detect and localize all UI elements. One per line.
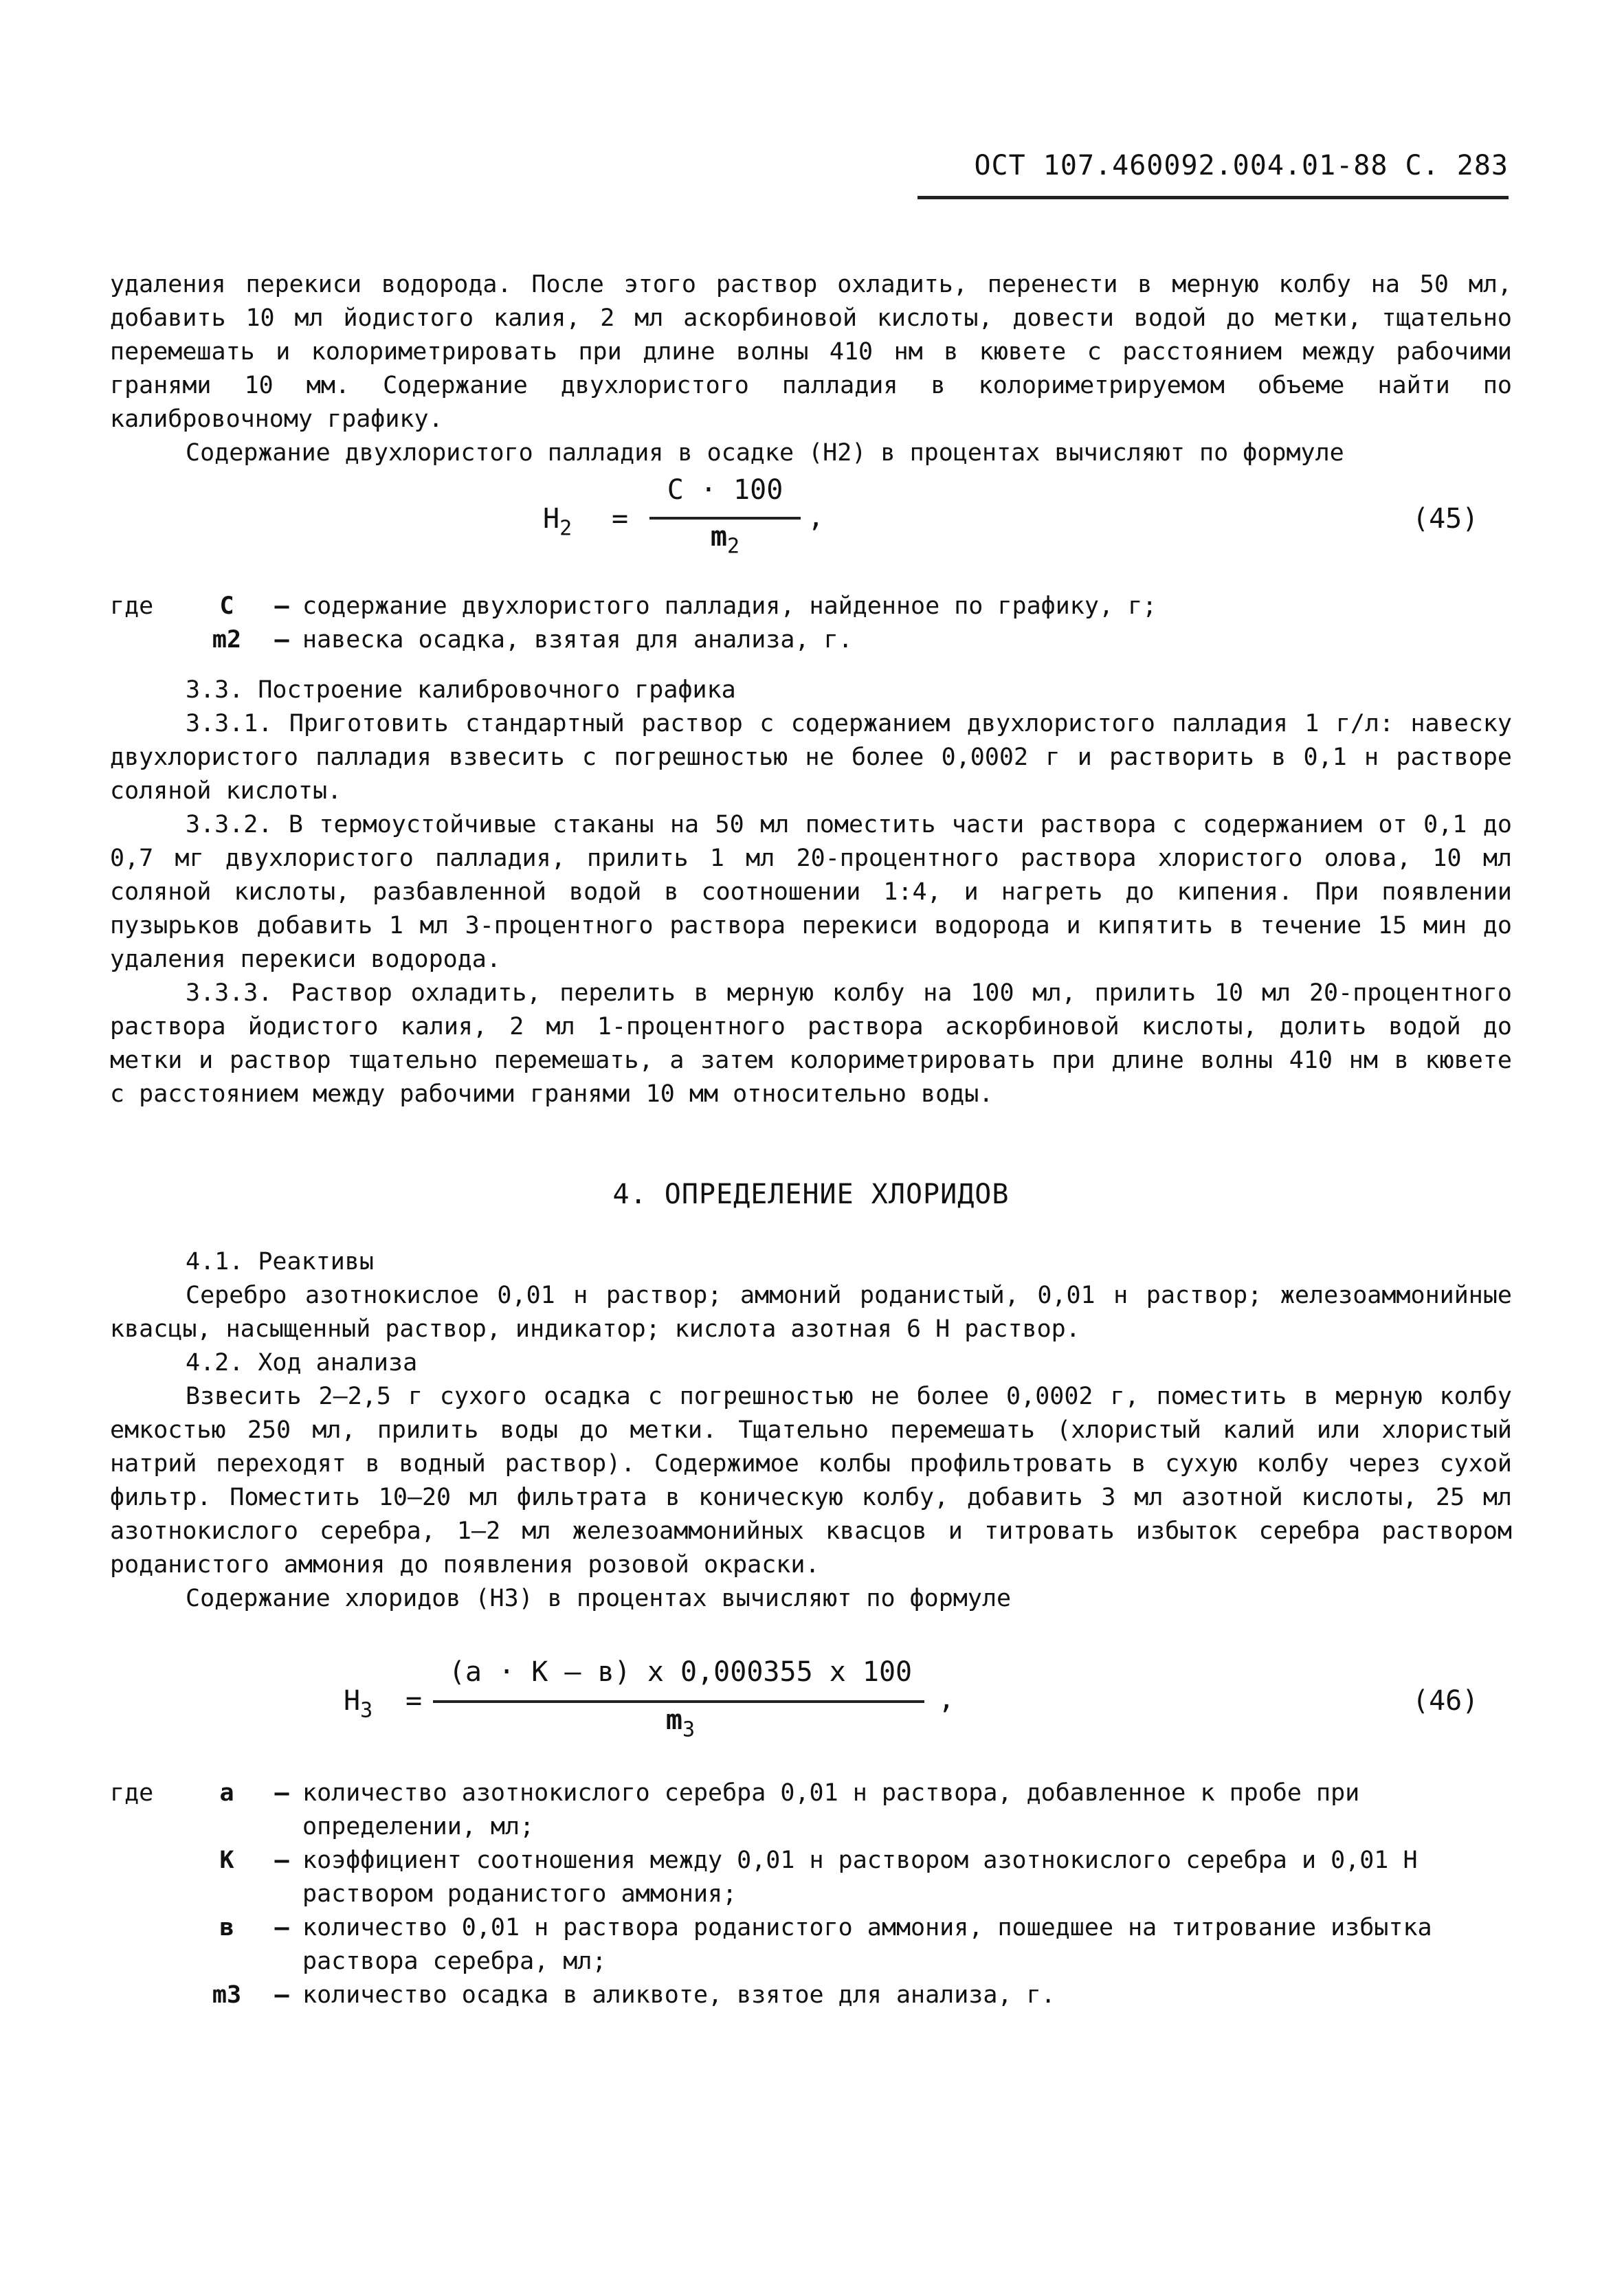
- equation-number: (45): [1412, 503, 1479, 535]
- page-header: ОСТ 107.460092.004.01-88 С. 283: [974, 150, 1509, 181]
- section3-continuation: [110, 268, 1512, 470]
- where-item: [110, 623, 1512, 657]
- formula-equals: =: [405, 1685, 423, 1717]
- header-rule: [917, 196, 1509, 199]
- formula-denominator: $m_3$: [665, 1704, 696, 1742]
- paragraph: Взвесить 2–2,5 г сухого осадка с погрешностью не более 0,0002 г, поместить в мерную колбу емкостью 250 мл, прилить воды до метки. Тщательно перемешать (хлористый калий или хлористый натрий переходят в водный раствор). Содержимое колбы профильтровать в сухую колбу через сухой фильтр. Поместить 10–20 мл фильтрата в коническую колбу, добавить 3 мл азотной кислоты, 25 мл азотнокислого серебра, 1–2 мл железоаммонийных квасцов и титровать избыток серебра раствором роданистого аммония до появления розовой окраски.: [110, 1383, 1512, 1579]
- section-3-3: [110, 673, 1512, 1111]
- where-dash: –: [274, 1914, 289, 1941]
- paragraph: 3.3.1. Приготовить стандартный раствор с содержанием двухлористого палладия 1 г/л: навеску двухлористого палладия взвесить с погрешностью не более 0,0002 г и растворить в 0,1 н растворе соляной кислоты.: [110, 710, 1512, 805]
- where-symbol: m3: [212, 1981, 242, 2009]
- fraction-bar: [649, 517, 801, 520]
- where-symbol: m2: [212, 626, 242, 654]
- where-description: количество 0,01 н раствора роданистого аммония, пошедшее на титрование избытка раствора серебра, мл;: [302, 1914, 1432, 1975]
- where-item: [110, 1979, 1512, 2012]
- where-dash: –: [274, 1847, 289, 1874]
- subsection-heading: 4.2. Ход анализа: [186, 1349, 418, 1377]
- section-4-body: [110, 1245, 1512, 1616]
- fraction-bar: [433, 1700, 924, 1703]
- formula-comma: ,: [808, 502, 825, 533]
- where-dash: –: [274, 592, 289, 620]
- paragraph: Серебро азотнокислое 0,01 н раствор; аммоний роданистый, 0,01 н раствор; железоаммонийные квасцы, насыщенный раствор, индикатор; кислота азотная 6 Н раствор.: [110, 1282, 1512, 1343]
- where-item: [110, 590, 1512, 623]
- where-label: где: [110, 1779, 154, 1807]
- formula-46: [0, 1656, 1624, 1746]
- subsection-heading: 4.1. Реактивы: [186, 1248, 374, 1276]
- where-symbol: C: [219, 592, 234, 620]
- where-list-45: [110, 590, 1512, 657]
- where-list-46: [110, 1777, 1512, 2012]
- paragraph: Содержание хлоридов (H3) в процентах вычисляют по формуле: [186, 1585, 1012, 1612]
- formula-comma: ,: [938, 1684, 955, 1715]
- where-label: где: [110, 592, 154, 620]
- formula-denominator: $m_2$: [710, 521, 740, 559]
- where-symbol: в: [219, 1914, 234, 1941]
- section-title: 4. ОПРЕДЕЛЕНИЕ ХЛОРИДОВ: [612, 1179, 1010, 1210]
- where-item: [110, 1777, 1512, 1844]
- where-symbol: а: [219, 1779, 234, 1807]
- formula-numerator: (а · К – в) х 0,000355 х 100: [448, 1656, 913, 1688]
- where-dash: –: [274, 1981, 289, 2009]
- where-description: количество азотнокислого серебра 0,01 н раствора, добавленное к пробе при определении, мл;: [302, 1779, 1360, 1840]
- paragraph: Содержание двухлористого палладия в осадке (H2) в процентах вычисляют по формуле: [186, 439, 1344, 467]
- subsection-heading: 3.3. Построение калибровочного графика: [186, 676, 736, 704]
- equation-number: (46): [1412, 1685, 1479, 1717]
- where-dash: –: [274, 1779, 289, 1807]
- paragraph: 3.3.3. Раствор охладить, перелить в мерную колбу на 100 мл, прилить 10 мл 20-процентного раствора йодистого калия, 2 мл 1-процентного раствора аскорбиновой кислоты, долить водой до метки и раствор тщательно перемешать, а затем колориметрировать при длине волны 410 нм в кювете с расстоянием между рабочими гранями 10 мм относительно воды.: [110, 979, 1512, 1108]
- formula-numerator: C · 100: [667, 474, 783, 506]
- where-description: коэффициент соотношения между 0,01 н раствором азотнокислого серебра и 0,01 Н раствором роданистого аммония;: [302, 1847, 1418, 1908]
- formula-equals: =: [612, 503, 629, 535]
- where-item: [110, 1844, 1512, 1911]
- paragraph: 3.3.2. В термоустойчивые стаканы на 50 мл поместить части раствора с содержанием от 0,1 до 0,7 мг двухлористого палладия, прилить 1 мл 20-процентного раствора хлористого олова, 10 мл соляной кислоты, разбавленной водой в соотношении 1:4, и нагреть до кипения. При появлении пузырьков добавить 1 мл 3-процентного раствора перекиси водорода и кипятить в течение 15 мин до удаления перекиси водорода.: [110, 811, 1512, 973]
- formula-lhs: $H_3$: [344, 1685, 373, 1723]
- paragraph: удаления перекиси водорода. После этого раствор охладить, перенести в мерную колбу на 50 мл, добавить 10 мл йодистого калия, 2 мл аскорбиновой кислоты, довести водой до метки, тщательно перемешать и колориметрировать при длине волны 410 нм в кювете с расстоянием между рабочими гранями 10 мм. Содержание двухлористого палладия в колориметрируемом объеме найти по калибровочному графику.: [110, 271, 1512, 433]
- where-description: навеска осадка, взятая для анализа, г.: [302, 626, 853, 654]
- where-symbol: К: [219, 1847, 234, 1874]
- where-dash: –: [274, 626, 289, 654]
- where-item: [110, 1911, 1512, 1979]
- where-description: количество осадка в аликвоте, взятое для анализа, г.: [302, 1981, 1056, 2009]
- formula-lhs: $H_2$: [543, 503, 572, 541]
- where-description: содержание двухлористого палладия, найденное по графику, г;: [302, 592, 1157, 620]
- formula-45: [0, 474, 1624, 564]
